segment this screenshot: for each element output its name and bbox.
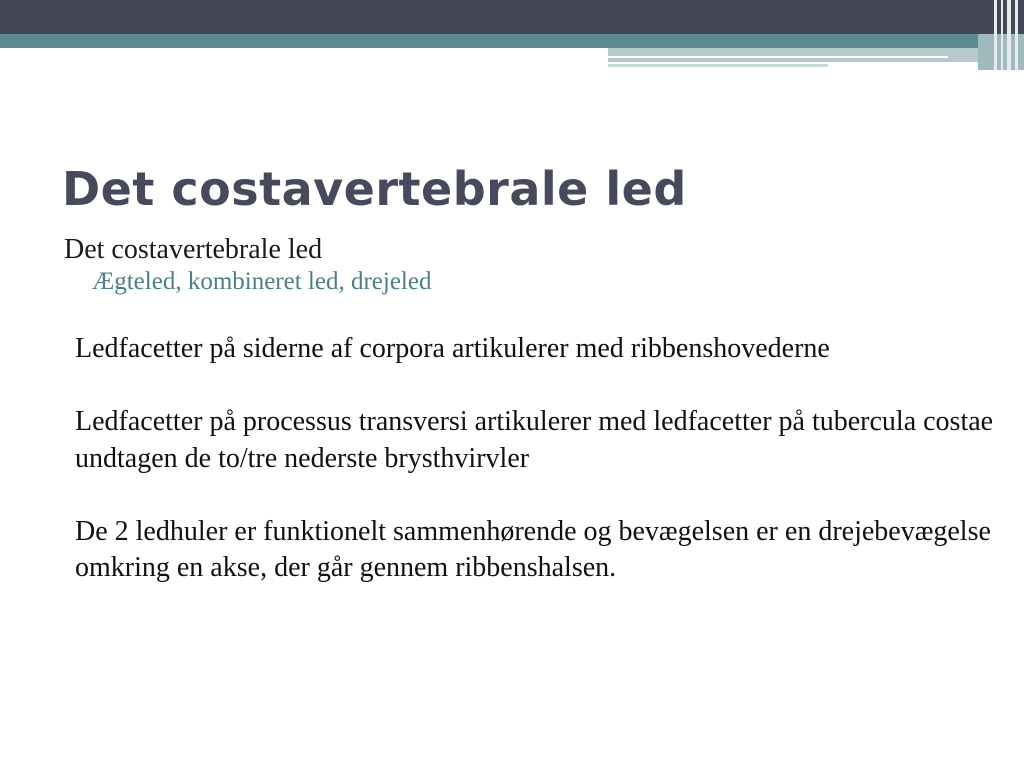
header-accent-line	[608, 64, 828, 67]
paragraph-ledfacetter-processus: Ledfacetter på processus transversi artikulerer med ledfacetter på tubercula costae undtagen de to/tre nederste brysthvirvler	[75, 406, 994, 474]
header-band-teal	[0, 34, 1024, 48]
header-band-dark	[0, 0, 1024, 34]
body-paragraphs	[75, 331, 995, 623]
slide-title: Det costavertebrale led	[62, 162, 687, 216]
bullet-level-2: Ægteled, kombineret led, drejeled	[92, 268, 432, 295]
paragraph-ledfacetter-corpora: Ledfacetter på siderne af corpora artikulerer med ribbenshovederne	[75, 333, 830, 364]
paragraph-ledhuler: De 2 ledhuler er funktionelt sammenhørende og bevægelsen er en drejebevægelse omkring en akse, der går gennem ribbenshalsen.	[75, 515, 991, 583]
header-corner-stripe	[1007, 0, 1011, 70]
header-corner-stripe	[1001, 0, 1003, 70]
header-accent-line	[608, 56, 948, 58]
bullet-level-1: Det costavertebrale led	[64, 234, 323, 265]
header-corner-stripe	[994, 0, 997, 70]
header-band-light	[608, 48, 1024, 62]
header-corner-stripe	[1015, 0, 1018, 70]
